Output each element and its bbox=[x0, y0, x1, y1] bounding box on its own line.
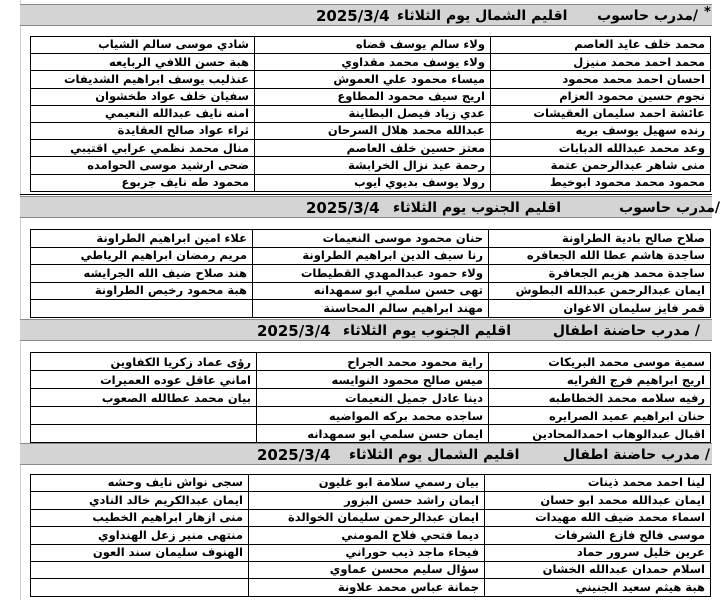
name-cell: سفيان خلف عواد طخشوان bbox=[31, 88, 255, 105]
section-header-star: * bbox=[704, 5, 711, 20]
name-cell: ضحى ارشيد موسى الحوامده bbox=[31, 157, 255, 174]
name-cell: ميساء محمود علي العموش bbox=[255, 71, 491, 88]
name-cell: ولاء حمود عبدالمهدي القطيطات bbox=[253, 265, 489, 283]
names-table-2 bbox=[30, 229, 711, 318]
table-row bbox=[31, 407, 711, 425]
name-cell: عبدالله محمد هلال السرحان bbox=[255, 122, 491, 139]
section-header-region: اقليم الجنوب يوم الثلاثاء bbox=[393, 200, 562, 216]
name-cell: عرين خليل سرور حماد bbox=[485, 544, 711, 561]
page-left-border bbox=[20, 0, 21, 600]
table-row bbox=[31, 353, 711, 371]
name-cell: اريج سيف محمود المطاوع bbox=[255, 88, 491, 105]
name-cell: مهند ابراهيم سالم المحاسنة bbox=[253, 300, 489, 318]
name-cell: ايمان حسن سلمي ابو سمهدانه bbox=[257, 425, 489, 443]
name-cell: ايمان عبدالله محمد ابو حسان bbox=[485, 492, 711, 509]
name-cell: سؤال سليم محسن عماوي bbox=[249, 561, 485, 578]
name-cell: منى شاهر عبدالرحمن عتمة bbox=[491, 157, 711, 174]
name-cell: اماني عاقل عوده العميرات bbox=[31, 371, 257, 389]
name-cell: رحمة عيد نزال الخرابشة bbox=[255, 157, 491, 174]
section-header-date: 2025/3/4 bbox=[257, 446, 331, 464]
table-row bbox=[31, 282, 711, 300]
section-header-1 bbox=[20, 4, 712, 26]
table-row bbox=[31, 71, 711, 88]
name-cell bbox=[31, 425, 257, 443]
section-header-trainer: مدرب حاضنة اطفال / bbox=[552, 323, 700, 339]
name-cell: هبة حسن اللافي الربايعه bbox=[31, 54, 255, 71]
name-cell: حنان ابراهيم عميد الصرايره bbox=[489, 407, 711, 425]
table-row bbox=[31, 475, 711, 492]
name-cell: وعد محمد عبدالله الدبابات bbox=[491, 140, 711, 157]
name-cell: ولاء يوسف محمد مقداوي bbox=[255, 54, 491, 71]
name-cell: ولاء سالم يوسف قضاه bbox=[255, 37, 491, 54]
table-row bbox=[31, 140, 711, 157]
table-row bbox=[31, 300, 711, 318]
name-cell: رفيه سلامه محمد الخطاطبه bbox=[489, 389, 711, 407]
name-cell: منى ازهار ابراهيم الخطيب bbox=[31, 509, 249, 526]
section-header-4 bbox=[20, 443, 712, 465]
name-cell: مريم رمضان ابراهيم الرياطي bbox=[31, 247, 253, 265]
name-cell: اريج ابراهيم فرج الفرايه bbox=[489, 371, 711, 389]
name-cell: اقبال عبدالوهاب احمدالمحادين bbox=[489, 425, 711, 443]
name-cell: هبة محمود رخيص الطراونة bbox=[31, 282, 253, 300]
name-cell: منتهى منير زعل الهنداوي bbox=[31, 527, 249, 544]
name-cell: جمانة عباس محمد علاونة bbox=[249, 579, 485, 596]
name-cell: ساجدة محمد هزيم الجعافرة bbox=[489, 265, 711, 283]
table-row bbox=[31, 247, 711, 265]
name-cell: اسلام حمدان عبدالله الخشان bbox=[485, 561, 711, 578]
table-row bbox=[31, 122, 711, 139]
name-cell: هبة هيثم سعيد الجنيني bbox=[485, 579, 711, 596]
name-cell: هند صلاح ضيف الله الجرايشه bbox=[31, 265, 253, 283]
name-cell: احسان احمد محمد محمود bbox=[491, 71, 711, 88]
name-cell bbox=[31, 407, 257, 425]
table-row bbox=[31, 174, 711, 191]
name-cell: شادي موسى سالم الشياب bbox=[31, 37, 255, 54]
name-cell: حنان محمود موسى النعيمات bbox=[253, 230, 489, 248]
table-row bbox=[31, 527, 711, 544]
name-cell: موسى فالح فازع الشرفات bbox=[485, 527, 711, 544]
name-cell: راية محمود محمد الجراح bbox=[257, 353, 489, 371]
name-cell bbox=[31, 300, 253, 318]
name-cell: رؤى عماد زكريا الكفاوين bbox=[31, 353, 257, 371]
table-row bbox=[31, 157, 711, 174]
names-table-3 bbox=[30, 352, 711, 443]
name-cell: معتز حسين خلف العاصم bbox=[255, 140, 491, 157]
table-row bbox=[31, 561, 711, 578]
name-cell: نجوم حسين محمود العزام bbox=[491, 88, 711, 105]
section-header-trainer: مدرب حاسوب/ bbox=[597, 8, 698, 24]
name-cell: عائشة احمد سليمان العقيشات bbox=[491, 105, 711, 122]
table-row bbox=[31, 509, 711, 526]
name-cell: بيان رسمي سلامة ابو غليون bbox=[249, 475, 485, 492]
name-cell: عنذليب يوسف ابراهيم الشديفات bbox=[31, 71, 255, 88]
section-divider bbox=[20, 194, 712, 195]
name-cell: محمود طه نايف جربوع bbox=[31, 174, 255, 191]
table-row bbox=[31, 88, 711, 105]
name-cell: امنه نايف عبدالله النعيمي bbox=[31, 105, 255, 122]
name-cell: ايمان راشد حسن البزور bbox=[249, 492, 485, 509]
section-header-date: 2025/3/4 bbox=[257, 322, 331, 340]
table-row bbox=[31, 37, 711, 54]
name-cell: دينا عادل جميل النعيمات bbox=[257, 389, 489, 407]
name-cell: ايمان عبدالرحمن سليمان الخوالدة bbox=[249, 509, 485, 526]
names-table-1 bbox=[30, 36, 711, 192]
table-row bbox=[31, 54, 711, 71]
section-header-2 bbox=[20, 196, 720, 218]
name-cell: رولا يوسف بديوي ايوب bbox=[255, 174, 491, 191]
name-cell: عدي زياد فيصل البطاينة bbox=[255, 105, 491, 122]
name-cell: اسماء محمد ضيف الله مهيدات bbox=[485, 509, 711, 526]
name-cell: رنا سيف الدين ابراهيم الطراونة bbox=[253, 247, 489, 265]
section-header-region: اقليم الشمال يوم الثلاثاء bbox=[397, 8, 568, 24]
name-cell bbox=[31, 579, 249, 596]
name-cell bbox=[31, 561, 249, 578]
section-header-region: اقليم الجنوب يوم الثلاثاء bbox=[343, 323, 512, 339]
name-cell: ساجده محمد بركه المواضيه bbox=[257, 407, 489, 425]
name-cell: محمد احمد محمد منيزل bbox=[491, 54, 711, 71]
table-row bbox=[31, 371, 711, 389]
table-row bbox=[31, 425, 711, 443]
table-row bbox=[31, 230, 711, 248]
name-cell: منال محمد نظمي عرابي اقتيبي bbox=[31, 140, 255, 157]
section-header-date: 2025/3/4 bbox=[306, 199, 380, 217]
name-cell: ديما فتحي فلاح المومني bbox=[249, 527, 485, 544]
name-cell: ثراء عواد صالح العقايدة bbox=[31, 122, 255, 139]
name-cell: رنده سهيل يوسف بريه bbox=[491, 122, 711, 139]
table-row bbox=[31, 492, 711, 509]
name-cell: ميس صالح محمود النوايسه bbox=[257, 371, 489, 389]
name-cell: بيان محمد عطالله الصعوب bbox=[31, 389, 257, 407]
name-cell: تهى حسن سلمي ابو سمهدانه bbox=[253, 282, 489, 300]
table-row bbox=[31, 105, 711, 122]
section-header-3 bbox=[20, 319, 712, 341]
name-cell: قمر فايز سليمان الاغوان bbox=[489, 300, 711, 318]
name-cell: سمية موسى محمد البريكات bbox=[489, 353, 711, 371]
name-cell: الهنوف سليمان سند العون bbox=[31, 544, 249, 561]
name-cell: ايمان عبدالرحمن عبدالله البطوش bbox=[489, 282, 711, 300]
name-cell: محمد خلف عايد العاصم bbox=[491, 37, 711, 54]
name-cell: سجى نواش نايف وحشه bbox=[31, 475, 249, 492]
section-header-trainer: مدرب حاضنة اطفال / bbox=[562, 447, 710, 463]
table-row bbox=[31, 579, 711, 596]
name-cell: ساجدة هاشم عطا الله الجعافره bbox=[489, 247, 711, 265]
name-cell: محمود محمد محمود ابوخيط bbox=[491, 174, 711, 191]
name-cell: لينا احمد محمد ذينات bbox=[485, 475, 711, 492]
name-cell: صلاح صالح بادية الطراونة bbox=[489, 230, 711, 248]
table-row bbox=[31, 389, 711, 407]
section-header-region: اقليم الشمال يوم الثلاثاء bbox=[349, 447, 520, 463]
name-cell: ايمان عبدالكريم خالد النادي bbox=[31, 492, 249, 509]
table-row bbox=[31, 265, 711, 283]
name-cell: علاء امين ابراهيم الطراونة bbox=[31, 230, 253, 248]
section-header-trainer: مدرب حاسوب/ bbox=[619, 200, 720, 216]
name-cell: فيحاء ماجد ذيب حوراني bbox=[249, 544, 485, 561]
section-header-date: 2025/3/4 bbox=[316, 7, 390, 25]
table-row bbox=[31, 544, 711, 561]
names-table-4 bbox=[30, 474, 711, 597]
